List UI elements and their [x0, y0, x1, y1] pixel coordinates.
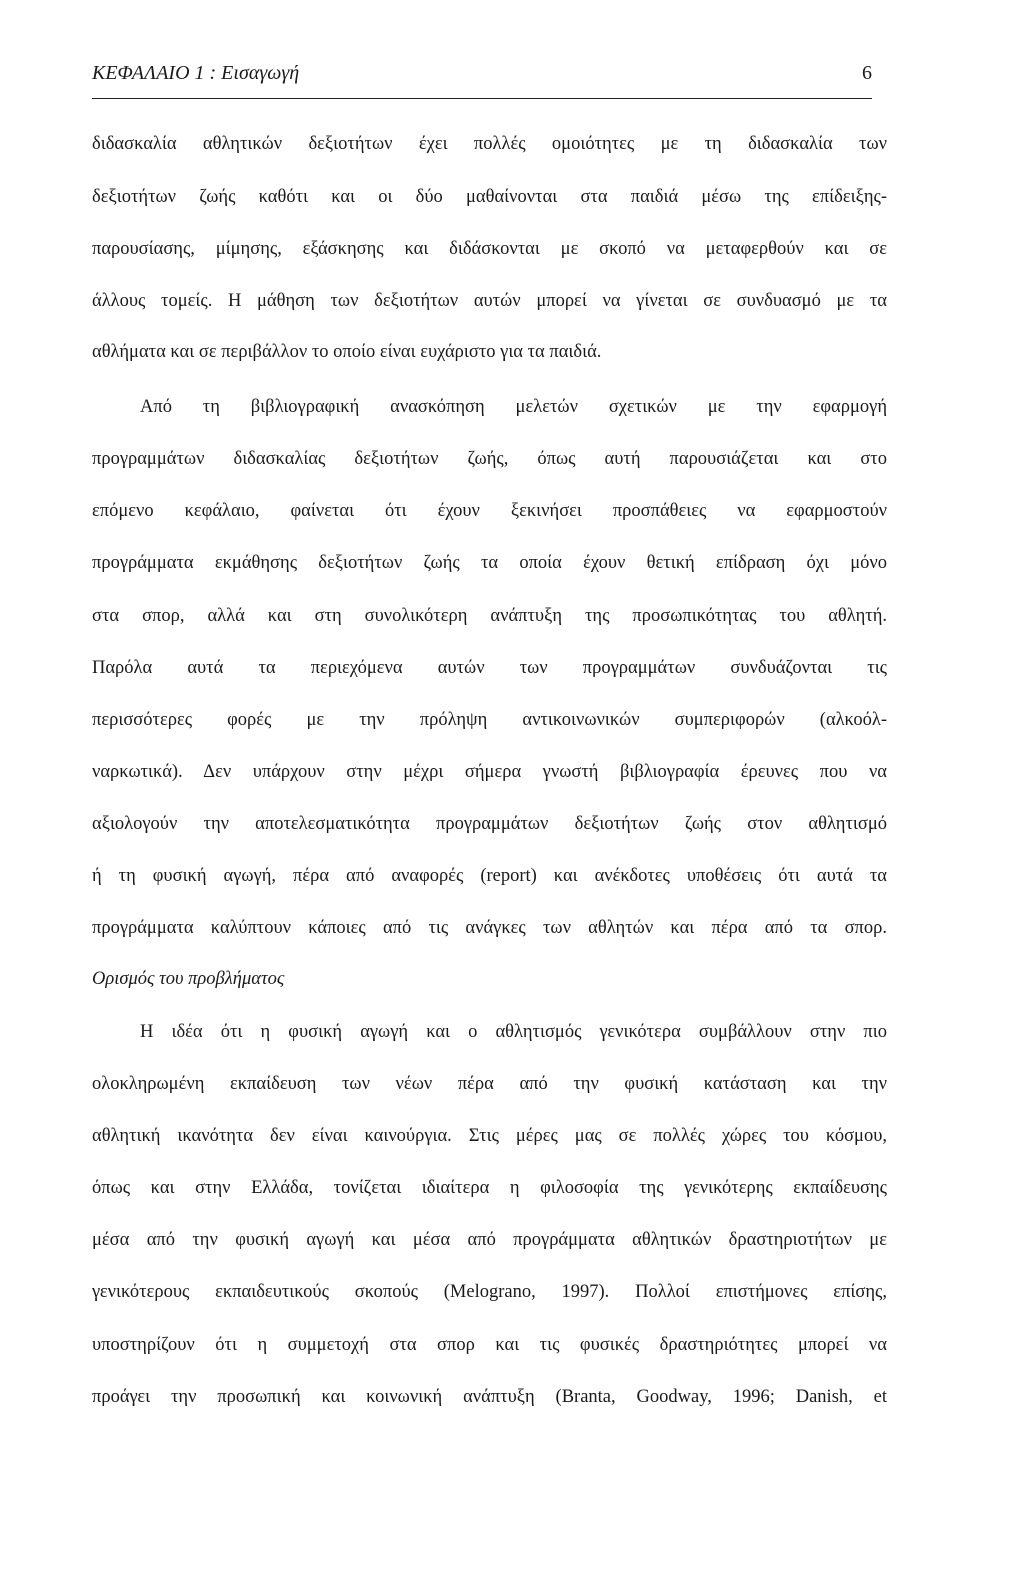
- text-line: ναρκωτικά). Δεν υπάρχουν στην μέχρι σήμερα γνωστή βιβλιογραφία έρευνες που να: [92, 762, 887, 782]
- text-line: μέσα από την φυσική αγωγή και μέσα από προγράμματα αθλητικών δραστηριοτήτων με: [92, 1230, 887, 1250]
- text-line: άλλους τομείς. Η μάθηση των δεξιοτήτων αυτών μπορεί να γίνεται σε συνδυασμό με τα: [92, 291, 887, 311]
- text-line: περισσότερες φορές με την πρόληψη αντικοινωνικών συμπεριφορών (αλκοόλ-: [92, 710, 887, 730]
- text-line: αθλήματα και σε περιβάλλον το οποίο είναι ευχάριστο για τα παιδιά.: [92, 342, 602, 362]
- paragraph-first-line: Από τη βιβλιογραφική ανασκόπηση μελετών σχετικών με την εφαρμογή: [140, 397, 887, 417]
- text-line: Παρόλα αυτά τα περιεχόμενα αυτών των προγραμμάτων συνδυάζονται τις: [92, 658, 887, 678]
- text-line: επόμενο κεφάλαιο, φαίνεται ότι έχουν ξεκινήσει προσπάθειες να εφαρμοστούν: [92, 501, 887, 521]
- text-line: διδασκαλία αθλητικών δεξιοτήτων έχει πολλές ομοιότητες με τη διδασκαλία των: [92, 134, 887, 154]
- text-line: όπως και στην Ελλάδα, τονίζεται ιδιαίτερα η φιλοσοφία της γενικότερης εκπαίδευσης: [92, 1178, 887, 1198]
- text-line: υποστηρίζουν ότι η συμμετοχή στα σπορ και τις φυσικές δραστηριότητες μπορεί να: [92, 1335, 887, 1355]
- chapter-title: ΚΕΦΑΛΑΙΟ 1 : Εισαγωγή: [92, 62, 300, 84]
- text-line: προγράμματα καλύπτουν κάποιες από τις ανάγκες των αθλητών και πέρα από τα σπορ.: [92, 918, 887, 938]
- text-line: γενικότερους εκπαιδευτικούς σκοπούς (Melograno, 1997). Πολλοί επιστήμονες επίσης,: [92, 1282, 887, 1302]
- page-number: 6: [862, 62, 872, 84]
- text-line: στα σπορ, αλλά και στη συνολικότερη ανάπτυξη της προσωπικότητας του αθλητή.: [92, 606, 887, 626]
- text-line: προγραμμάτων διδασκαλίας δεξιοτήτων ζωής, όπως αυτή παρουσιάζεται και στο: [92, 449, 887, 469]
- text-line: ή τη φυσική αγωγή, πέρα από αναφορές (report) και ανέκδοτες υποθέσεις ότι αυτά τα: [92, 866, 887, 886]
- text-line: δεξιοτήτων ζωής καθότι και οι δύο μαθαίνονται στα παιδιά μέσω της επίδειξης-: [92, 187, 887, 207]
- page-header: [92, 60, 872, 99]
- text-line: ολοκληρωμένη εκπαίδευση των νέων πέρα από την φυσική κατάσταση και την: [92, 1074, 887, 1094]
- text-line: προάγει την προσωπική και κοινωνική ανάπτυξη (Branta, Goodway, 1996; Danish, et: [92, 1387, 887, 1407]
- section-heading: Ορισμός του προβλήματος: [92, 969, 285, 989]
- paragraph-first-line: Η ιδέα ότι η φυσική αγωγή και ο αθλητισμός γενικότερα συμβάλλουν στην πιο: [140, 1022, 887, 1042]
- text-line: αθλητική ικανότητα δεν είναι καινούργια. Στις μέρες μας σε πολλές χώρες του κόσμου,: [92, 1126, 887, 1146]
- text-line: παρουσίασης, μίμησης, εξάσκησης και διδάσκονται με σκοπό να μεταφερθούν και σε: [92, 239, 887, 259]
- text-line: αξιολογούν την αποτελεσματικότητα προγραμμάτων δεξιοτήτων ζωής στον αθλητισμό: [92, 814, 887, 834]
- text-line: προγράμματα εκμάθησης δεξιοτήτων ζωής τα οποία έχουν θετική επίδραση όχι μόνο: [92, 553, 887, 573]
